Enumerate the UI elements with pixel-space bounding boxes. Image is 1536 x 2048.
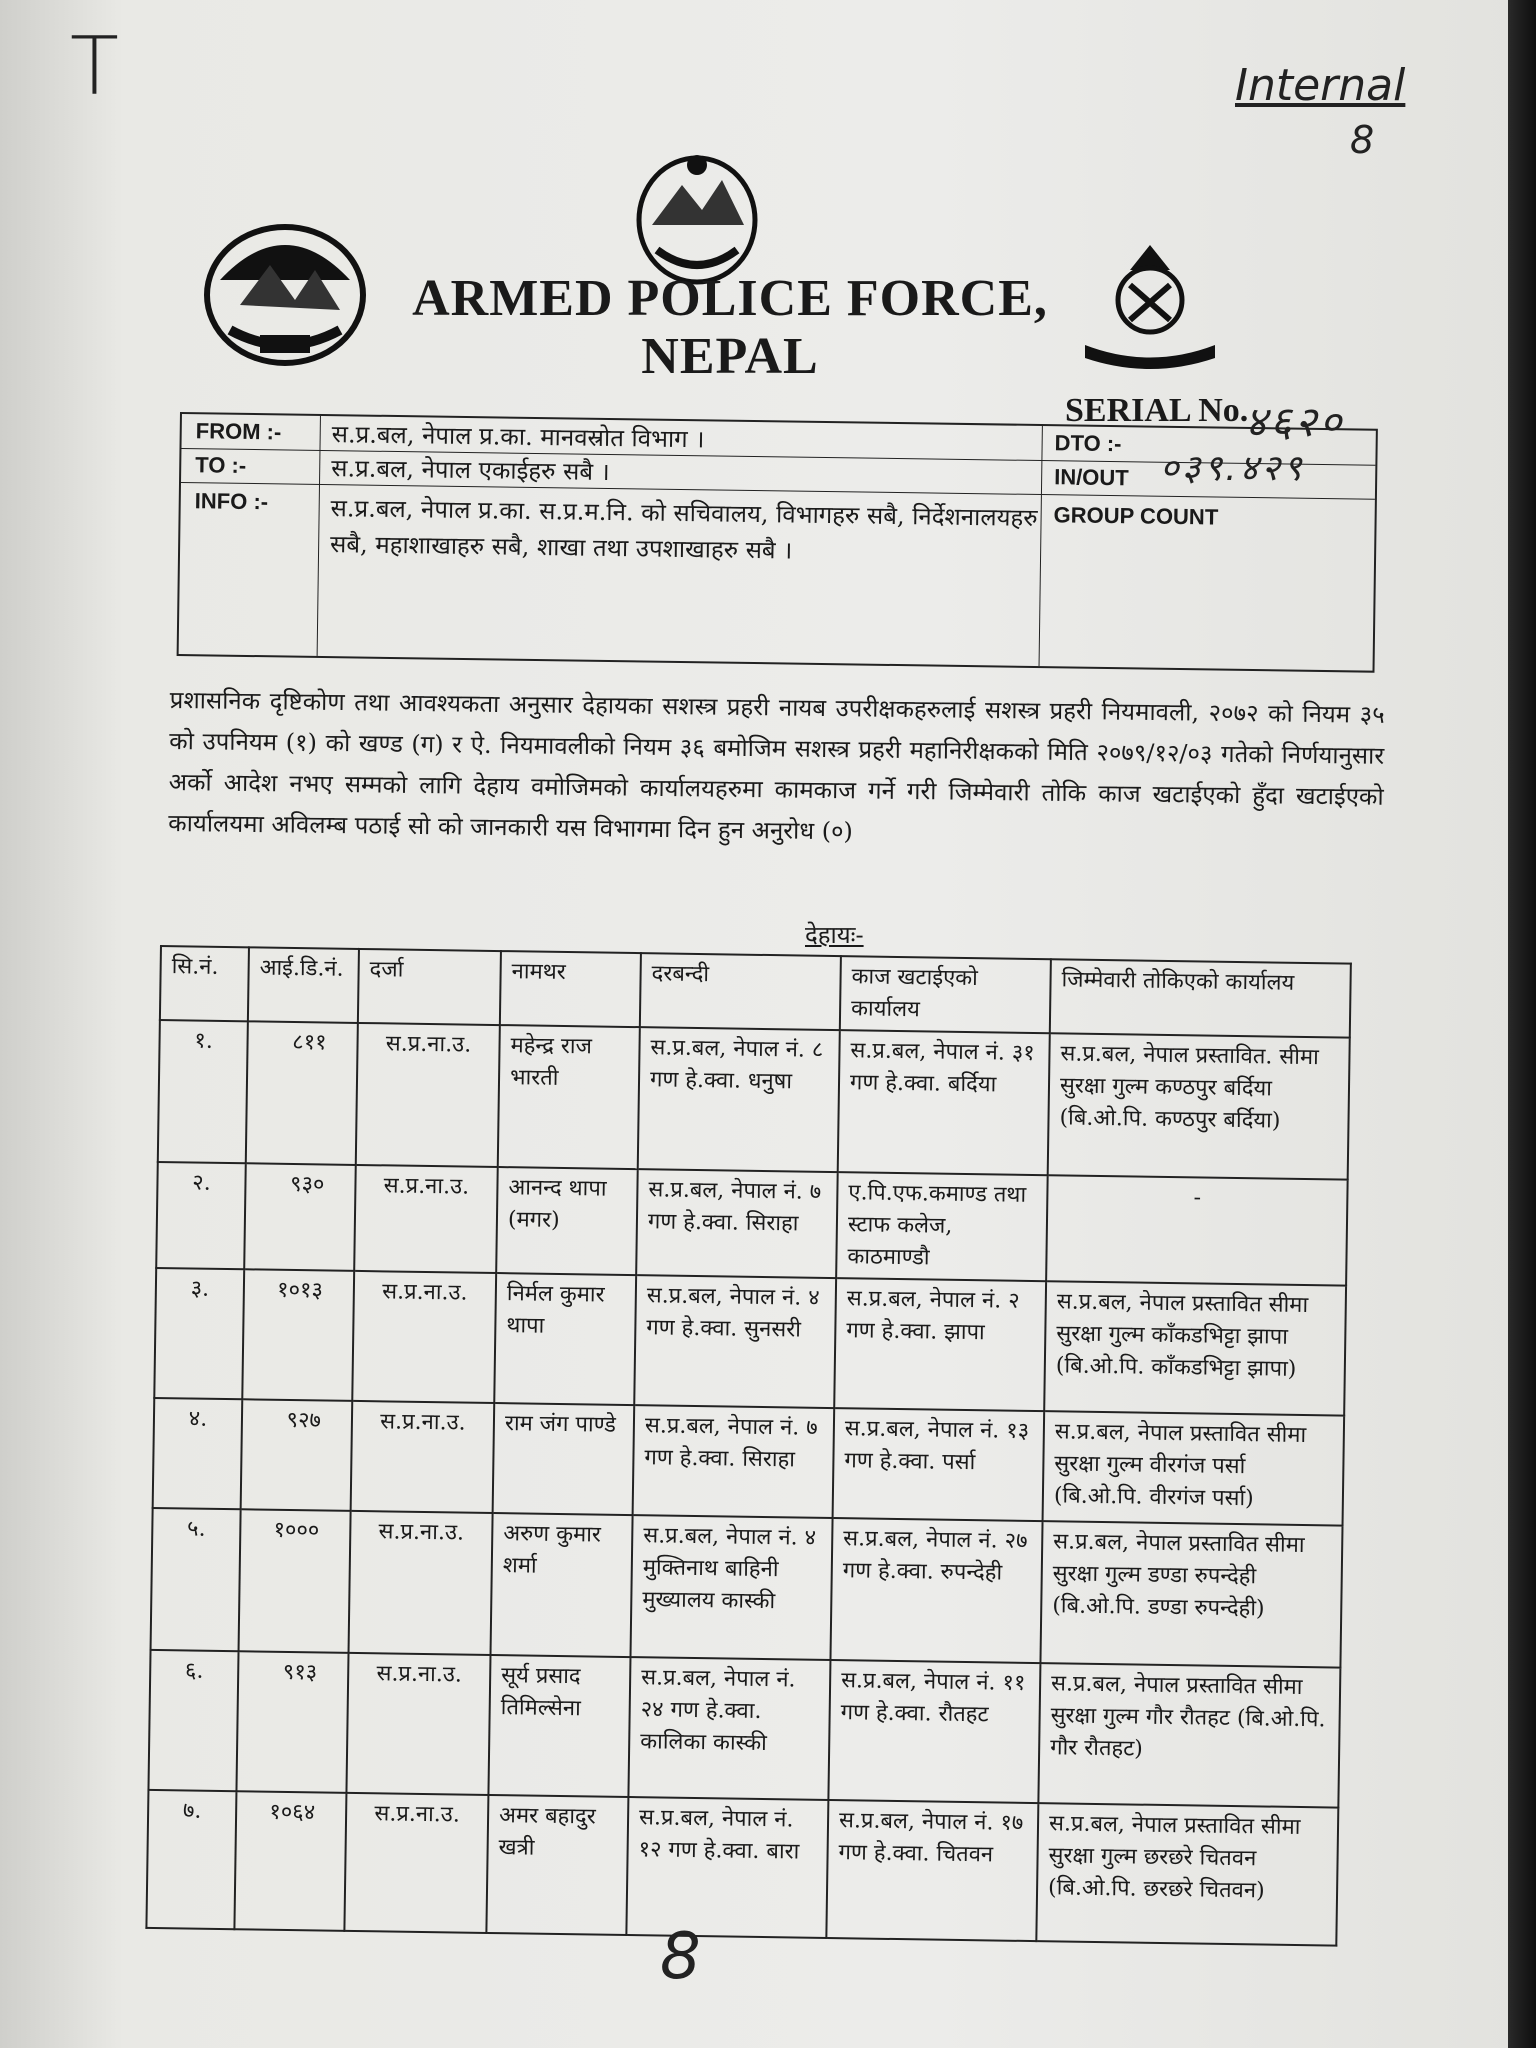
col-header-id: आई.डि.नं. bbox=[248, 947, 359, 1023]
from-value: स.प्र.बल, नेपाल प्र.का. मानवस्रोत विभाग । bbox=[331, 420, 705, 454]
cell-post: स.प्र.बल, नेपाल नं. २४ गण हे.क्वा. कालिका कास्की bbox=[628, 1657, 830, 1800]
cell-rank: स.प्र.ना.उ. bbox=[351, 1401, 495, 1513]
assignment-table bbox=[145, 945, 1351, 1947]
cell-assigned-office: स.प्र.बल, नेपाल प्रस्तावित सीमा सुरक्षा गुल्म काँकडभिट्टा झापा (बि.ओ.पि. काँकडभिट्टा झापा) bbox=[1044, 1281, 1346, 1415]
cell-assigned-office: स.प्र.बल, नेपाल प्रस्तावित सीमा सुरक्षा गुल्म गौर रौतहट (बि.ओ.पि. गौर रौतहट) bbox=[1038, 1663, 1340, 1807]
handwritten-dto-number: ०३९.४२९ bbox=[1160, 448, 1305, 489]
cell-id: ९३० bbox=[244, 1163, 356, 1271]
col-header-name: नामथर bbox=[500, 951, 641, 1027]
info-value: स.प्र.बल, नेपाल प्र.का. स.प्र.म.नि. को सचिवालय, विभागहरु सबै, निर्देशनालयहरु सबै, महाशाखाहरु सबै, शाखा तथा उपशाखाहरु सबै । bbox=[329, 494, 1038, 565]
cell-name: आनन्द थापा (मगर) bbox=[496, 1167, 638, 1275]
cell-rank: स.प्र.ना.उ. bbox=[344, 1793, 488, 1933]
letterhead-title-line2: NEPAL bbox=[641, 328, 819, 385]
table-row bbox=[156, 1162, 1347, 1286]
body-paragraph: प्रशासनिक दृष्टिकोण तथा आवश्यकता अनुसार देहायका सशस्त्र प्रहरी नायब उपरीक्षकहरुलाई सशस्त्र प्रहरी नियमावली, २०७२ को नियम ३५ को उपनियम (१) को खण्ड (ग) र ऐ. नियमावलीको नियम ३६ बमोजिम सशस्त्र प्रहरी महानिरीक्षकको मिति २०७९/१२/०३ गतेको निर्णयानुसार अर्को आदेश नभए सम्मको लागि देहाय वमोजिमको कार्यालयहरुमा कामकाज गर्ने गरी जिम्मेवारी तोकि काज खटाईएको हुँदा खटाईएको कार्यालयमा अविलम्ब पठाई सो को जानकारी यस विभागमा दिन हुन अनुरोध (०) bbox=[168, 685, 1385, 846]
cell-name: महेन्द्र राज भारती bbox=[498, 1025, 640, 1169]
handwritten-serial-number: ४६२० bbox=[1245, 397, 1345, 446]
cell-sn: ५. bbox=[151, 1508, 241, 1651]
cell-rank: स.प्र.ना.उ. bbox=[352, 1271, 496, 1403]
cell-id: १०६४ bbox=[234, 1791, 346, 1931]
cell-name: अरुण कुमार शर्मा bbox=[491, 1513, 633, 1657]
col-header-assigned-office: जिम्मेवारी तोकिएको कार्यालय bbox=[1050, 959, 1351, 1037]
cell-post: स.प्र.बल, नेपाल नं. ७ गण हे.क्वा. सिराहा bbox=[633, 1405, 835, 1518]
cell-rank: स.प्र.ना.उ. bbox=[354, 1165, 498, 1273]
cell-sn: ६. bbox=[148, 1650, 238, 1791]
cell-assigned-office: स.प्र.बल, नेपाल प्रस्तावित सीमा सुरक्षा गुल्म डण्डा रुपन्देही (बि.ओ.पि. डण्डा रुपन्देही) bbox=[1040, 1521, 1342, 1667]
table-row bbox=[153, 1398, 1345, 1526]
cell-sn: ४. bbox=[153, 1398, 243, 1509]
letterhead-title bbox=[320, 270, 1140, 386]
from-label: FROM :- bbox=[195, 418, 282, 445]
cell-post: स.प्र.बल, नेपाल नं. ४ गण हे.क्वा. सुनसरी bbox=[634, 1275, 836, 1408]
cell-assigned-office: स.प्र.बल, नेपाल प्रस्तावित सीमा सुरक्षा गुल्म वीरगंज पर्सा (बि.ओ.पि. वीरगंज पर्सा) bbox=[1043, 1411, 1345, 1525]
cell-deputed-office: स.प्र.बल, नेपाल नं. २७ गण हे.क्वा. रुपन्देही bbox=[830, 1518, 1042, 1663]
handwritten-corner-mark: T bbox=[70, 20, 119, 113]
cell-sn: १. bbox=[158, 1020, 248, 1163]
cell-name: राम जंग पाण्डे bbox=[493, 1403, 635, 1515]
group-count-label: GROUP COUNT bbox=[1053, 502, 1219, 530]
cell-post: स.प्र.बल, नेपाल नं. ७ गण हे.क्वा. सिराहा bbox=[636, 1169, 838, 1278]
to-value: स.प्र.बल, नेपाल एकाईहरु सबै । bbox=[331, 454, 610, 487]
cell-id: ८११ bbox=[246, 1021, 358, 1165]
cell-post: स.प्र.बल, नेपाल नं. ४ मुक्तिनाथ बाहिनी मुख्यालय कास्की bbox=[630, 1515, 832, 1660]
cell-deputed-office: स.प्र.बल, नेपाल नं. ३१ गण हे.क्वा. बर्दिया bbox=[838, 1030, 1050, 1175]
cell-rank: स.प्र.ना.उ. bbox=[346, 1653, 490, 1795]
info-row bbox=[179, 482, 1375, 671]
cell-sn: ३. bbox=[154, 1268, 244, 1399]
cell-deputed-office: ए.पि.एफ.कमाण्ड तथा स्टाफ कलेज, काठमाण्डौ bbox=[836, 1172, 1048, 1281]
cell-assigned-office: स.प्र.बल, नेपाल प्रस्तावित. सीमा सुरक्षा गुल्म कण्ठपुर बर्दिया (बि.ओ.पि. कण्ठपुर बर्दिया) bbox=[1048, 1033, 1350, 1179]
serial-label: SERIAL No. bbox=[1065, 392, 1249, 429]
to-label: TO :- bbox=[195, 452, 247, 478]
col-header-sn: सि.नं. bbox=[160, 946, 249, 1021]
col-header-rank: दर्जा bbox=[358, 949, 501, 1025]
cell-id: १००० bbox=[239, 1509, 351, 1653]
table-row bbox=[151, 1508, 1343, 1668]
table-row bbox=[148, 1650, 1340, 1808]
cell-assigned-office: - bbox=[1046, 1175, 1348, 1285]
cell-deputed-office: स.प्र.बल, नेपाल नं. ११ गण हे.क्वा. रौतहट bbox=[828, 1660, 1040, 1803]
dto-label: DTO :- bbox=[1054, 430, 1122, 457]
cell-name: सूर्य प्रसाद तिमिल्सेना bbox=[488, 1655, 630, 1797]
cell-rank: स.प्र.ना.उ. bbox=[356, 1023, 500, 1167]
cell-sn: २. bbox=[156, 1162, 246, 1269]
cell-name: निर्मल कुमार थापा bbox=[494, 1273, 636, 1405]
cell-id: १०१३ bbox=[242, 1269, 354, 1401]
cell-deputed-office: स.प्र.बल, नेपाल नं. १७ गण हे.क्वा. चितवन bbox=[826, 1800, 1038, 1941]
inout-label: IN/OUT bbox=[1054, 464, 1129, 491]
info-label: INFO :- bbox=[194, 488, 269, 515]
cell-deputed-office: स.प्र.बल, नेपाल नं. २ गण हे.क्वा. झापा bbox=[834, 1278, 1046, 1411]
cell-sn: ७. bbox=[146, 1790, 236, 1929]
page-edge-shadow bbox=[1508, 0, 1536, 2048]
table-row bbox=[146, 1790, 1338, 1946]
cell-id: ९१३ bbox=[236, 1651, 348, 1793]
cell-assigned-office: स.प्र.बल, नेपाल प्रस्तावित सीमा सुरक्षा गुल्म छरछरे चितवन (बि.ओ.पि. छरछरे चितवन) bbox=[1036, 1803, 1338, 1945]
cell-rank: स.प्र.ना.उ. bbox=[349, 1511, 493, 1655]
handwritten-internal-note: Internal bbox=[1235, 60, 1406, 111]
letterhead-title-line1: ARMED POLICE FORCE, bbox=[412, 270, 1048, 327]
col-header-post: दरबन्दी bbox=[640, 953, 841, 1030]
cell-id: ९२७ bbox=[241, 1399, 353, 1511]
table-row bbox=[158, 1020, 1350, 1180]
cell-deputed-office: स.प्र.बल, नेपाल नं. १३ गण हे.क्वा. पर्सा bbox=[833, 1408, 1045, 1521]
handwritten-initial: 8 bbox=[1350, 118, 1375, 162]
cell-name: अमर बहादुर खत्री bbox=[486, 1795, 628, 1935]
table-row bbox=[154, 1268, 1346, 1416]
dehay-label: देहायः- bbox=[805, 921, 864, 949]
cell-post: स.प्र.बल, नेपाल नं. ८ गण हे.क्वा. धनुषा bbox=[638, 1027, 840, 1172]
cell-post: स.प्र.बल, नेपाल नं. १२ गण हे.क्वा. बारा bbox=[626, 1797, 828, 1938]
col-header-deputed-office: काज खटाईएको कार्यालय bbox=[840, 956, 1051, 1033]
handwritten-signature-mark: 8 bbox=[660, 1920, 701, 1994]
